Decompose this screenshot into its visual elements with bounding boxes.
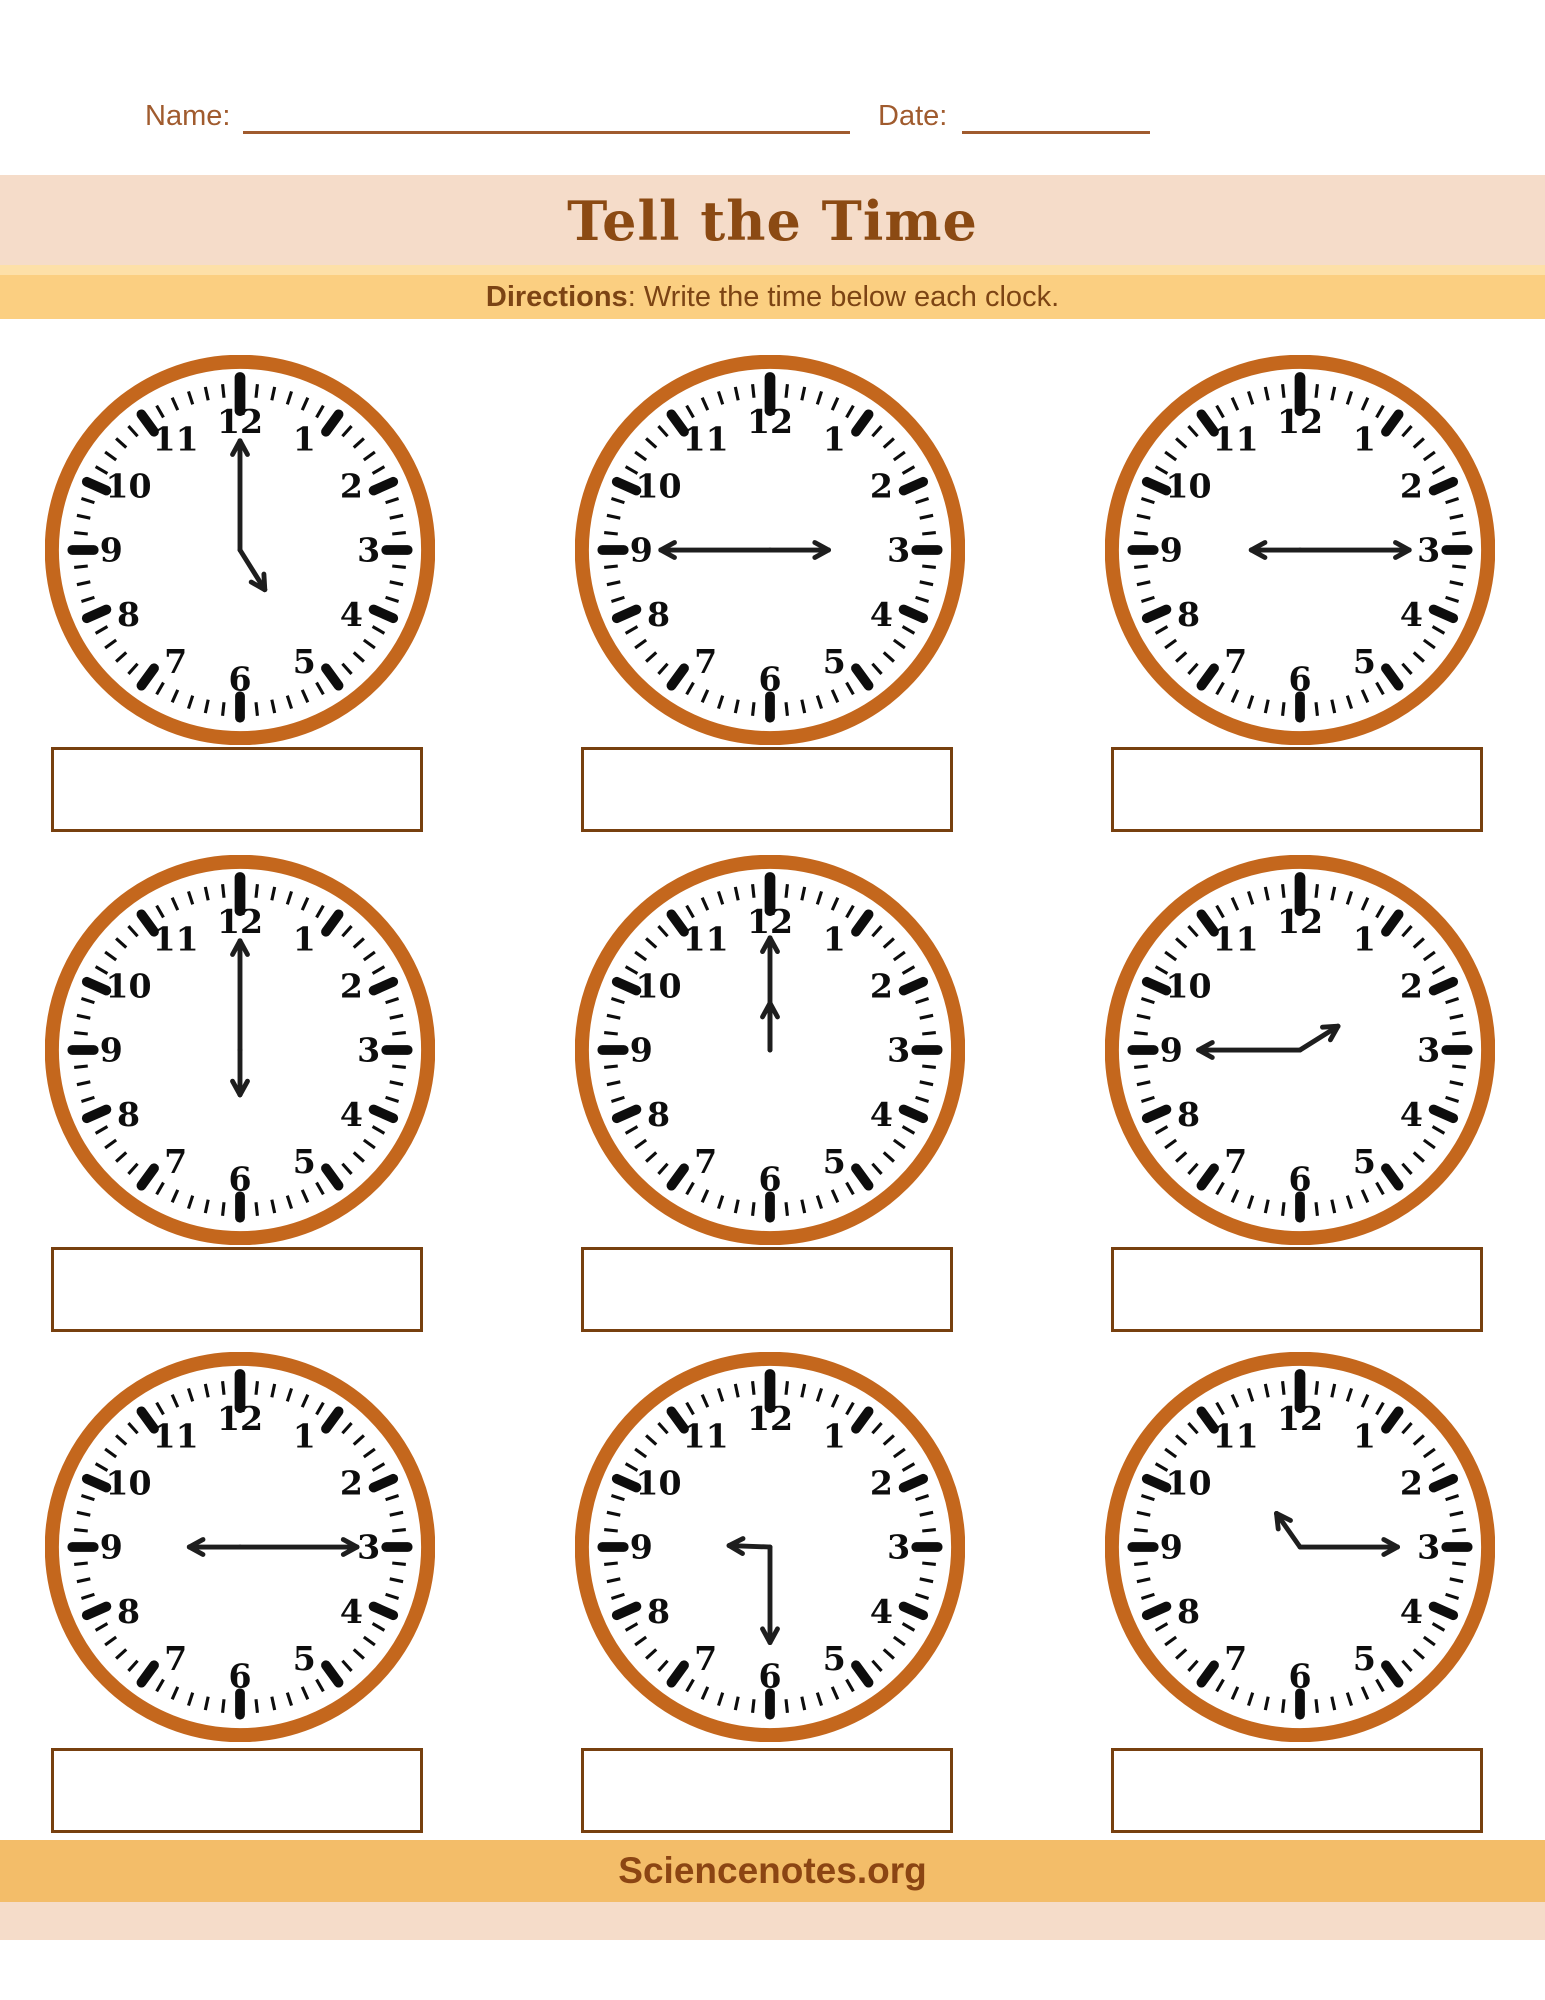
- clock-number: 4: [1399, 1592, 1423, 1632]
- name-label: Name:: [145, 100, 231, 132]
- clock-number: 7: [1224, 642, 1248, 682]
- clock-number: 5: [1352, 1142, 1376, 1182]
- clock-face: [1105, 355, 1495, 745]
- clock-number: 9: [629, 1527, 653, 1567]
- clock-number: 3: [887, 530, 911, 570]
- clock-number: 2: [869, 466, 893, 506]
- clock-number: 1: [822, 919, 846, 959]
- clock-number: 4: [1399, 1095, 1423, 1135]
- clock-number: 7: [1224, 1639, 1248, 1679]
- clock-number: 8: [117, 1592, 141, 1632]
- clock-number: 11: [1212, 919, 1259, 959]
- answer-box[interactable]: [581, 1247, 953, 1332]
- clock-number: 7: [164, 1142, 188, 1182]
- clock: [1105, 355, 1495, 745]
- clock-number: 3: [887, 1030, 911, 1070]
- title-band: [0, 175, 1545, 265]
- clock-number: 10: [1165, 466, 1212, 506]
- clock-number: 3: [887, 1527, 911, 1567]
- clock-number: 7: [164, 1639, 188, 1679]
- clock-number: 8: [117, 595, 141, 635]
- answer-box[interactable]: [581, 1748, 953, 1833]
- footer-band: [0, 1840, 1545, 1902]
- clock-number: 4: [339, 1095, 363, 1135]
- clock-number: 11: [682, 419, 729, 459]
- answer-box[interactable]: [581, 747, 953, 832]
- directions-body: : Write the time below each clock.: [627, 281, 1060, 313]
- clock-number: 4: [339, 1592, 363, 1632]
- clock-number: 12: [1276, 1399, 1324, 1438]
- clock-number: 8: [1177, 1095, 1201, 1135]
- clock-number: 12: [216, 902, 264, 941]
- clock-number: 1: [292, 919, 316, 959]
- directions-accent-strip: [0, 265, 1545, 275]
- clock-number: 2: [339, 1463, 363, 1503]
- clock-number: 2: [1399, 466, 1423, 506]
- footer-accent-strip: [0, 1902, 1545, 1940]
- clock-number: 1: [822, 419, 846, 459]
- clock-number: 7: [694, 1142, 718, 1182]
- clock-number: 11: [682, 1416, 729, 1456]
- clock-number: 4: [869, 1095, 893, 1135]
- clock: [1105, 1352, 1495, 1742]
- clock-number: 5: [1352, 1639, 1376, 1679]
- clock-number: 9: [99, 1527, 123, 1567]
- clock-face: [45, 1352, 435, 1742]
- clock-number: 7: [164, 642, 188, 682]
- clock-number: 2: [869, 1463, 893, 1503]
- date-blank-line[interactable]: [962, 131, 1150, 134]
- clock: [575, 1352, 965, 1742]
- directions-text: [0, 275, 1545, 319]
- clock-number: 12: [746, 402, 794, 441]
- clock-number: 9: [1159, 530, 1183, 570]
- clock-number: 11: [682, 919, 729, 959]
- clock-number: 10: [105, 966, 152, 1006]
- clock-number: 2: [339, 966, 363, 1006]
- clock-number: 12: [1276, 902, 1324, 941]
- clock: [1105, 855, 1495, 1245]
- clock-number: 1: [292, 1416, 316, 1456]
- answer-box[interactable]: [1111, 747, 1483, 832]
- clock-number: 1: [292, 419, 316, 459]
- clock-number: 10: [1165, 966, 1212, 1006]
- clock-number: 6: [228, 1656, 252, 1696]
- clock-number: 5: [292, 1142, 316, 1182]
- clock-number: 3: [357, 1527, 381, 1567]
- clock-number: 6: [228, 1159, 252, 1199]
- clock-number: 5: [822, 642, 846, 682]
- clock-number: 3: [357, 1030, 381, 1070]
- clock-number: 11: [1212, 1416, 1259, 1456]
- clock-number: 6: [1288, 1159, 1312, 1199]
- clock-number: 8: [1177, 1592, 1201, 1632]
- clock-number: 10: [635, 466, 682, 506]
- clock-number: 4: [1399, 595, 1423, 635]
- clock-number: 1: [1352, 919, 1376, 959]
- directions-band: [0, 275, 1545, 319]
- clock-number: 9: [629, 1030, 653, 1070]
- clock: [575, 355, 965, 745]
- clock-number: 2: [1399, 1463, 1423, 1503]
- clock-number: 1: [1352, 419, 1376, 459]
- clock-number: 11: [152, 1416, 199, 1456]
- directions-label: Directions: [485, 281, 628, 313]
- clock-number: 5: [292, 642, 316, 682]
- clock: [45, 1352, 435, 1742]
- clock: [45, 855, 435, 1245]
- clock-number: 5: [822, 1142, 846, 1182]
- answer-box[interactable]: [1111, 1748, 1483, 1833]
- clock-face: [1105, 855, 1495, 1245]
- clock-number: 3: [357, 530, 381, 570]
- clock-number: 5: [1352, 642, 1376, 682]
- clock-number: 10: [105, 466, 152, 506]
- answer-box[interactable]: [51, 1247, 423, 1332]
- clock-number: 6: [758, 1656, 782, 1696]
- clock: [575, 855, 965, 1245]
- clock-number: 8: [1177, 595, 1201, 635]
- clock-number: 3: [1417, 530, 1441, 570]
- clock-number: 9: [99, 530, 123, 570]
- clock-number: 12: [216, 402, 264, 441]
- clock-number: 12: [746, 1399, 794, 1438]
- name-blank-line[interactable]: [243, 131, 850, 134]
- clock-number: 7: [694, 642, 718, 682]
- clock-number: 12: [746, 902, 794, 941]
- clock-number: 11: [152, 419, 199, 459]
- clock-number: 7: [694, 1639, 718, 1679]
- clock-number: 1: [1352, 1416, 1376, 1456]
- clock-number: 3: [1417, 1527, 1441, 1567]
- clock-face: [575, 355, 965, 745]
- answer-box[interactable]: [1111, 1247, 1483, 1332]
- clock-number: 4: [339, 595, 363, 635]
- clock-number: 6: [758, 1159, 782, 1199]
- clock-number: 6: [1288, 1656, 1312, 1696]
- clock-number: 2: [869, 966, 893, 1006]
- clock-face: [45, 855, 435, 1245]
- clock-number: 9: [99, 1030, 123, 1070]
- clock-number: 5: [822, 1639, 846, 1679]
- clock-number: 4: [869, 595, 893, 635]
- clock: [45, 355, 435, 745]
- answer-box[interactable]: [51, 747, 423, 832]
- clock-number: 6: [1288, 659, 1312, 699]
- clock-number: 12: [1276, 402, 1324, 441]
- clock-number: 8: [647, 1095, 671, 1135]
- clock-number: 10: [635, 966, 682, 1006]
- footer-site-name: Sciencenotes.org: [618, 1850, 927, 1891]
- clock-face: [575, 855, 965, 1245]
- answer-box[interactable]: [51, 1748, 423, 1833]
- clock-number: 8: [647, 595, 671, 635]
- clock-number: 10: [1165, 1463, 1212, 1503]
- clock-face: [45, 355, 435, 745]
- clock-number: 12: [216, 1399, 264, 1438]
- clock-number: 4: [869, 1592, 893, 1632]
- clock-number: 10: [635, 1463, 682, 1503]
- clock-number: 5: [292, 1639, 316, 1679]
- page-title: Tell the Time: [567, 189, 978, 253]
- clock-number: 9: [629, 530, 653, 570]
- clock-face: [1105, 1352, 1495, 1742]
- clock-number: 6: [228, 659, 252, 699]
- clock-number: 11: [152, 919, 199, 959]
- clock-number: 7: [1224, 1142, 1248, 1182]
- clock-number: 3: [1417, 1030, 1441, 1070]
- clock-number: 9: [1159, 1030, 1183, 1070]
- clock-number: 9: [1159, 1527, 1183, 1567]
- date-label: Date:: [878, 100, 948, 132]
- clock-number: 6: [758, 659, 782, 699]
- clock-number: 2: [339, 466, 363, 506]
- clock-face: [575, 1352, 965, 1742]
- clock-number: 8: [647, 1592, 671, 1632]
- clock-number: 11: [1212, 419, 1259, 459]
- clock-number: 8: [117, 1095, 141, 1135]
- clock-number: 1: [822, 1416, 846, 1456]
- clock-number: 2: [1399, 966, 1423, 1006]
- clock-number: 10: [105, 1463, 152, 1503]
